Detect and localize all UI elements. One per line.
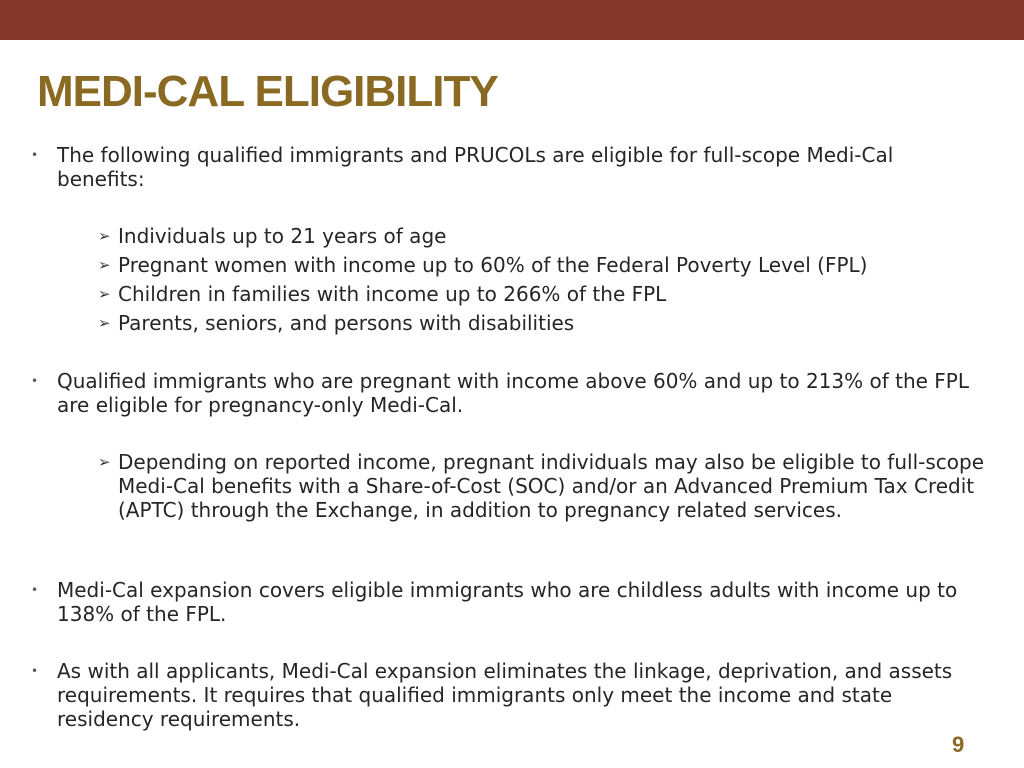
sub-bullet-text: Pregnant women with income up to 60% of the Federal Poverty Level (FPL): [118, 253, 868, 277]
sub-bullet-1-3: [98, 282, 998, 306]
bullet-text: The following qualified immigrants and PRUCOLs are eligible for full-scope Medi-Cal benefits:: [57, 143, 894, 191]
sub-bullet-2-1: [98, 450, 988, 522]
sub-bullet-text: Parents, seniors, and persons with disabilities: [118, 311, 575, 335]
slide-title: MEDI-CAL ELIGIBILITY: [37, 67, 498, 116]
bullet-item-3: [31, 578, 977, 626]
bullet-item-1: [31, 143, 977, 191]
sub-bullet-1-4: [98, 311, 998, 335]
bullet-dot-icon: •: [31, 664, 39, 678]
bullet-item-4: [31, 659, 977, 731]
sub-bullet-text: Individuals up to 21 years of age: [118, 224, 447, 248]
header-bar: [0, 0, 1024, 40]
bullet-text: As with all applicants, Medi-Cal expansion eliminates the linkage, deprivation, and assets requirements. It requires that qualified immigrants only meet the income and state residency requirements.: [57, 659, 953, 731]
arrow-bullet-icon: ➢: [98, 314, 111, 332]
bullet-dot-icon: •: [31, 583, 39, 597]
bullet-item-2: [31, 369, 977, 417]
bullet-dot-icon: •: [31, 374, 39, 388]
bullet-dot-icon: •: [31, 148, 39, 162]
sub-bullet-text: Depending on reported income, pregnant individuals may also be eligible to full-scope Medi-Cal benefits with a Share-of-Cost (SOC) and/or an Advanced Premium Tax Credit (APTC) through the Exchange, in addition to pregnancy related services.: [118, 450, 984, 522]
arrow-bullet-icon: ➢: [98, 256, 111, 274]
arrow-bullet-icon: ➢: [98, 453, 111, 471]
page-number: 9: [952, 732, 965, 757]
bullet-text: Qualified immigrants who are pregnant with income above 60% and up to 213% of the FPL are eligible for pregnancy-only Medi-Cal.: [57, 369, 970, 417]
bullet-text: Medi-Cal expansion covers eligible immigrants who are childless adults with income up to 138% of the FPL.: [57, 578, 958, 626]
sub-bullet-text: Children in families with income up to 266% of the FPL: [118, 282, 667, 306]
arrow-bullet-icon: ➢: [98, 227, 111, 245]
sub-bullet-1-2: [98, 253, 998, 277]
sub-bullet-1-1: [98, 224, 998, 248]
arrow-bullet-icon: ➢: [98, 285, 111, 303]
